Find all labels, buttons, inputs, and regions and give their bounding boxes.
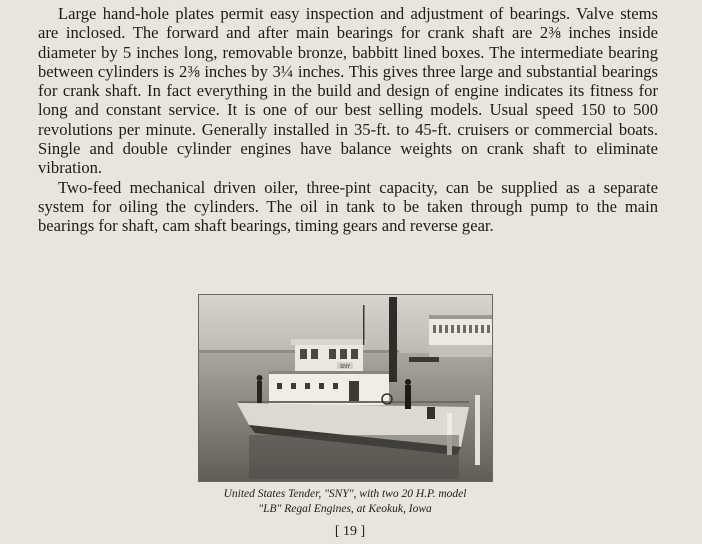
caption-line-2: "LB" Regal Engines, at Keokuk, Iowa [258, 503, 432, 515]
photo-illustration [199, 295, 493, 482]
photo-tender-boat [198, 294, 493, 482]
building-shore [429, 315, 493, 357]
page-number: [ 19 ] [334, 524, 366, 539]
paragraph-oiler: Two-feed mechanical driven oiler, three-pint capacity, can be supplied as a separate system for oiling the cylinders. The oil in tank to be taken through pump to the main bearings for shaft, cam shaft bearings, timing gears and reverse gear. [38, 177, 658, 236]
caption-line-1: United States Tender, "SNY", with two 20 H.P. model [223, 488, 467, 500]
body-text [38, 4, 658, 236]
photo-caption [170, 487, 520, 517]
paragraph-bearings: Large hand-hole plates permit easy inspection and adjustment of bearings. Valve stems are inclosed. The forward and after main bearings for crank shaft are 2⅜ inches inside diameter by 5 inches long, removable bronze, babbitt lined boxes. The intermediate bearing between cylinders is 2⅜ inches by 3¼ inches. This gives three large and substantial bearings for crank shaft. In fact everything in the build and design of engine indicates its fitness for long and constant service. It is one of our best selling models. Usual speed 150 to 500 revolutions per minute. Generally installed in 35-ft. to 45-ft. cruisers or commercial boats. Single and double cylinder engines have balance weights on crank shaft to eliminate vibration. [38, 4, 658, 178]
boat-name-plate: SNY [339, 364, 351, 370]
